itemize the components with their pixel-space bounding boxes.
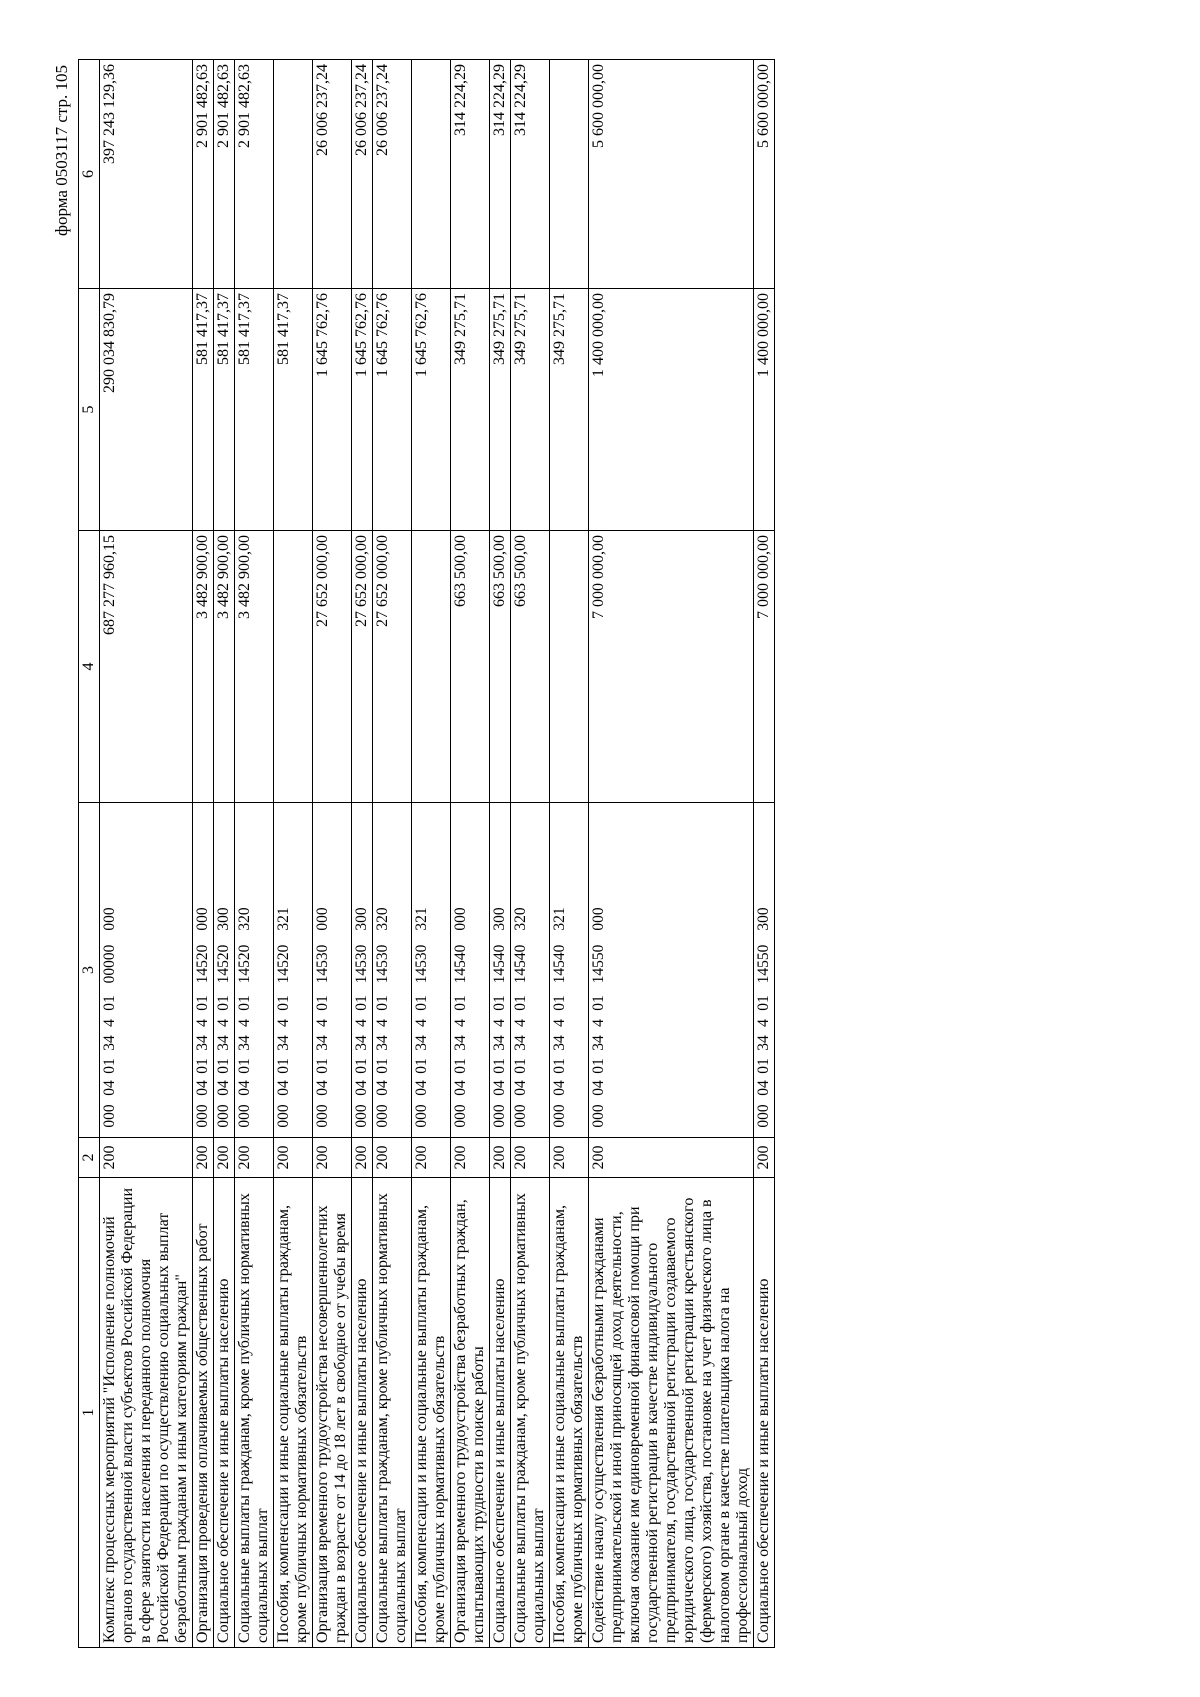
code-part: 01 <box>236 1058 253 1074</box>
unexecuted-amount: 5 600 000,00 <box>589 60 754 289</box>
approved-amount: 687 277 960,15 <box>100 531 193 803</box>
executed-amount: 1 400 000,00 <box>589 289 754 531</box>
code-part: 01 <box>275 1058 292 1074</box>
code-part: 4 <box>194 1019 211 1027</box>
row-line-code: 200 <box>313 1138 352 1178</box>
code-part: 320 <box>512 907 529 931</box>
approved-amount: 27 652 000,00 <box>373 531 412 803</box>
code-part: 04 <box>755 1080 772 1096</box>
code-part: 01 <box>512 995 529 1011</box>
code-part: 01 <box>491 995 508 1011</box>
table-row <box>451 60 490 1648</box>
classification-code <box>490 803 511 1138</box>
code-part: 34 <box>236 1035 253 1051</box>
code-part: 01 <box>275 995 292 1011</box>
row-line-code: 200 <box>214 1138 235 1178</box>
table-row <box>412 60 451 1648</box>
code-part: 01 <box>374 1058 391 1074</box>
code-part: 14550 <box>590 944 607 984</box>
unexecuted-amount: 2 901 482,63 <box>214 60 235 289</box>
row-name: Социальное обеспечение и иные выплаты населению <box>490 1178 511 1648</box>
code-part: 01 <box>452 995 469 1011</box>
code-part: 4 <box>215 1019 232 1027</box>
code-part: 04 <box>413 1080 430 1096</box>
executed-amount: 1 645 762,76 <box>373 289 412 531</box>
classification-code <box>589 803 754 1138</box>
classification-code <box>550 803 589 1138</box>
executed-amount: 1 400 000,00 <box>754 289 775 531</box>
code-part: 000 <box>275 1104 292 1128</box>
code-part: 321 <box>413 907 430 931</box>
code-part: 000 <box>452 1104 469 1128</box>
code-part: 01 <box>194 995 211 1011</box>
code-part: 34 <box>512 1035 529 1051</box>
code-part: 000 <box>314 1104 331 1128</box>
code-part: 04 <box>194 1080 211 1096</box>
code-part: 14530 <box>374 944 391 984</box>
approved-amount: 663 500,00 <box>511 531 550 803</box>
executed-amount: 1 645 762,76 <box>412 289 451 531</box>
row-line-code: 200 <box>412 1138 451 1178</box>
code-part: 04 <box>314 1080 331 1096</box>
code-part: 01 <box>101 1058 118 1074</box>
approved-amount: 27 652 000,00 <box>313 531 352 803</box>
table-row <box>373 60 412 1648</box>
code-part: 01 <box>314 995 331 1011</box>
row-name: Социальное обеспечение и иные выплаты населению <box>754 1178 775 1648</box>
code-part: 000 <box>101 907 118 931</box>
unexecuted-amount <box>412 60 451 289</box>
row-name: Социальные выплаты гражданам, кроме публичных нормативных социальных выплат <box>373 1178 412 1648</box>
approved-amount: 663 500,00 <box>451 531 490 803</box>
code-part: 14530 <box>353 944 370 984</box>
unexecuted-amount: 26 006 237,24 <box>373 60 412 289</box>
code-part: 34 <box>275 1035 292 1051</box>
table-row <box>100 60 193 1648</box>
code-part: 01 <box>452 1058 469 1074</box>
code-part: 14530 <box>314 944 331 984</box>
code-part: 000 <box>101 1104 118 1128</box>
code-part: 04 <box>551 1080 568 1096</box>
row-name: Организация временного трудоустройства безработных граждан, испытывающих трудности в поиске работы <box>451 1178 490 1648</box>
code-part: 34 <box>551 1035 568 1051</box>
code-part: 4 <box>755 1019 772 1027</box>
code-part: 4 <box>314 1019 331 1027</box>
code-part: 14530 <box>413 944 430 984</box>
unexecuted-amount: 26 006 237,24 <box>313 60 352 289</box>
table-row <box>550 60 589 1648</box>
code-part: 01 <box>413 1058 430 1074</box>
unexecuted-amount: 314 224,29 <box>451 60 490 289</box>
code-part: 34 <box>194 1035 211 1051</box>
code-part: 000 <box>194 907 211 931</box>
code-part: 4 <box>512 1019 529 1027</box>
row-line-code: 200 <box>451 1138 490 1178</box>
executed-amount: 581 417,37 <box>274 289 313 531</box>
code-part: 4 <box>374 1019 391 1027</box>
row-name: Пособия, компенсации и иные социальные выплаты гражданам, кроме публичных нормативных обязательств <box>274 1178 313 1648</box>
code-part: 300 <box>215 907 232 931</box>
code-part: 34 <box>101 1035 118 1051</box>
row-name: Содействие началу осуществления безработными гражданами предпринимательской и иной приносящей доход деятельности, включая оказание им единовременной финансовой помощи при государственной регистрации в качестве индивидуального предпринимателя, государственной регистрации создаваемого юридического лица, государственной регистрации крестьянского (фермерского) хозяйства, постановке на учет физического лица в налоговом органе в качестве плательщика налога на профессиональный доход <box>589 1178 754 1648</box>
row-line-code: 200 <box>373 1138 412 1178</box>
code-part: 34 <box>590 1035 607 1051</box>
code-part: 000 <box>590 1104 607 1128</box>
code-part: 4 <box>275 1019 292 1027</box>
unexecuted-amount: 5 600 000,00 <box>754 60 775 289</box>
code-part: 14540 <box>551 944 568 984</box>
classification-code <box>100 803 193 1138</box>
executed-amount: 349 275,71 <box>550 289 589 531</box>
code-part: 01 <box>590 995 607 1011</box>
table-row <box>511 60 550 1648</box>
approved-amount: 3 482 900,00 <box>235 531 274 803</box>
classification-code <box>451 803 490 1138</box>
code-part: 34 <box>215 1035 232 1051</box>
code-part: 01 <box>101 995 118 1011</box>
code-part: 04 <box>512 1080 529 1096</box>
code-part: 000 <box>512 1104 529 1128</box>
table-body <box>100 60 775 1648</box>
code-part: 01 <box>512 1058 529 1074</box>
code-part: 01 <box>755 995 772 1011</box>
code-part: 34 <box>491 1035 508 1051</box>
code-part: 14520 <box>236 944 253 984</box>
code-part: 300 <box>491 907 508 931</box>
row-name: Пособия, компенсации и иные социальные выплаты гражданам, кроме публичных нормативных обязательств <box>412 1178 451 1648</box>
column-number: 4 <box>79 531 100 803</box>
code-part: 01 <box>236 995 253 1011</box>
column-number: 6 <box>79 60 100 289</box>
code-part: 34 <box>374 1035 391 1051</box>
code-part: 34 <box>314 1035 331 1051</box>
code-part: 01 <box>491 1058 508 1074</box>
approved-amount: 3 482 900,00 <box>193 531 214 803</box>
executed-amount: 581 417,37 <box>193 289 214 531</box>
code-part: 000 <box>452 907 469 931</box>
row-name: Социальные выплаты гражданам, кроме публичных нормативных социальных выплат <box>235 1178 274 1648</box>
code-part: 14520 <box>194 944 211 984</box>
code-part: 000 <box>590 907 607 931</box>
column-number: 3 <box>79 803 100 1138</box>
unexecuted-amount: 26 006 237,24 <box>352 60 373 289</box>
row-line-code: 200 <box>511 1138 550 1178</box>
approved-amount: 7 000 000,00 <box>754 531 775 803</box>
code-part: 04 <box>215 1080 232 1096</box>
classification-code <box>235 803 274 1138</box>
unexecuted-amount: 314 224,29 <box>511 60 550 289</box>
code-part: 01 <box>215 1058 232 1074</box>
table-row <box>754 60 775 1648</box>
row-name: Организация проведения оплачиваемых общественных работ <box>193 1178 214 1648</box>
executed-amount: 1 645 762,76 <box>352 289 373 531</box>
table-row <box>313 60 352 1648</box>
code-part: 01 <box>551 995 568 1011</box>
approved-amount <box>550 531 589 803</box>
code-part: 01 <box>374 995 391 1011</box>
row-name: Социальное обеспечение и иные выплаты населению <box>352 1178 373 1648</box>
code-part: 000 <box>236 1104 253 1128</box>
row-line-code: 200 <box>274 1138 313 1178</box>
code-part: 14520 <box>215 944 232 984</box>
row-line-code: 200 <box>754 1138 775 1178</box>
unexecuted-amount <box>550 60 589 289</box>
code-part: 4 <box>590 1019 607 1027</box>
classification-code <box>412 803 451 1138</box>
approved-amount <box>274 531 313 803</box>
code-part: 04 <box>590 1080 607 1096</box>
table-row <box>352 60 373 1648</box>
approved-amount: 7 000 000,00 <box>589 531 754 803</box>
classification-code <box>214 803 235 1138</box>
row-line-code: 200 <box>490 1138 511 1178</box>
column-number-row <box>79 60 100 1648</box>
code-part: 4 <box>452 1019 469 1027</box>
row-name: Пособия, компенсации и иные социальные выплаты гражданам, кроме публичных нормативных обязательств <box>550 1178 589 1648</box>
code-part: 000 <box>374 1104 391 1128</box>
code-part: 34 <box>353 1035 370 1051</box>
code-part: 01 <box>590 1058 607 1074</box>
table-row <box>214 60 235 1648</box>
code-part: 000 <box>491 1104 508 1128</box>
code-part: 4 <box>491 1019 508 1027</box>
executed-amount: 581 417,37 <box>235 289 274 531</box>
approved-amount: 663 500,00 <box>490 531 511 803</box>
code-part: 01 <box>413 995 430 1011</box>
code-part: 000 <box>353 1104 370 1128</box>
code-part: 34 <box>755 1035 772 1051</box>
code-part: 321 <box>275 907 292 931</box>
row-name: Социальные выплаты гражданам, кроме публичных нормативных социальных выплат <box>511 1178 550 1648</box>
code-part: 000 <box>413 1104 430 1128</box>
code-part: 04 <box>101 1080 118 1096</box>
classification-code <box>274 803 313 1138</box>
unexecuted-amount: 2 901 482,63 <box>235 60 274 289</box>
executed-amount: 349 275,71 <box>490 289 511 531</box>
code-part: 04 <box>374 1080 391 1096</box>
executed-amount: 581 417,37 <box>214 289 235 531</box>
approved-amount: 27 652 000,00 <box>352 531 373 803</box>
code-part: 4 <box>413 1019 430 1027</box>
column-number: 1 <box>79 1178 100 1648</box>
row-line-code: 200 <box>550 1138 589 1178</box>
code-part: 04 <box>275 1080 292 1096</box>
table-row <box>589 60 754 1648</box>
row-line-code: 200 <box>193 1138 214 1178</box>
row-line-code: 200 <box>100 1138 193 1178</box>
approved-amount: 3 482 900,00 <box>214 531 235 803</box>
classification-code <box>313 803 352 1138</box>
row-name: Организация временного трудоустройства несовершеннолетних граждан в возрасте от 14 до 18 лет в свободное от учебы время <box>313 1178 352 1648</box>
classification-code <box>352 803 373 1138</box>
code-part: 01 <box>551 1058 568 1074</box>
code-part: 04 <box>491 1080 508 1096</box>
table-row <box>193 60 214 1648</box>
code-part: 4 <box>236 1019 253 1027</box>
code-part: 000 <box>314 907 331 931</box>
executed-amount: 349 275,71 <box>451 289 490 531</box>
code-part: 321 <box>551 907 568 931</box>
code-part: 14520 <box>275 944 292 984</box>
unexecuted-amount <box>274 60 313 289</box>
row-line-code: 200 <box>352 1138 373 1178</box>
column-number: 2 <box>79 1138 100 1178</box>
classification-code <box>373 803 412 1138</box>
row-name: Комплекс процессных мероприятий "Исполнение полномочий органов государственной власти субъектов Российской Федерации в сфере занятости населения и переданного полномочия Российской Федерации по осуществлению социальных выплат безработным гражданам и иным категориям граждан" <box>100 1178 193 1648</box>
row-line-code: 200 <box>235 1138 274 1178</box>
code-part: 01 <box>314 1058 331 1074</box>
code-part: 34 <box>413 1035 430 1051</box>
code-part: 14540 <box>491 944 508 984</box>
executed-amount: 1 645 762,76 <box>313 289 352 531</box>
row-line-code: 200 <box>589 1138 754 1178</box>
executed-amount: 290 034 830,79 <box>100 289 193 531</box>
code-part: 000 <box>215 1104 232 1128</box>
table-row <box>274 60 313 1648</box>
classification-code <box>511 803 550 1138</box>
code-part: 320 <box>236 907 253 931</box>
code-part: 000 <box>551 1104 568 1128</box>
table-row <box>235 60 274 1648</box>
code-part: 4 <box>551 1019 568 1027</box>
row-name: Социальное обеспечение и иные выплаты населению <box>214 1178 235 1648</box>
code-part: 34 <box>452 1035 469 1051</box>
code-part: 4 <box>353 1019 370 1027</box>
code-part: 04 <box>452 1080 469 1096</box>
form-label: форма 0503117 стр. 105 <box>52 65 71 236</box>
table-row <box>490 60 511 1648</box>
code-part: 320 <box>374 907 391 931</box>
code-part: 00000 <box>101 944 118 984</box>
code-part: 14550 <box>755 944 772 984</box>
approved-amount <box>412 531 451 803</box>
code-part: 000 <box>755 1104 772 1128</box>
code-part: 01 <box>194 1058 211 1074</box>
unexecuted-amount: 397 243 129,36 <box>100 60 193 289</box>
code-part: 01 <box>353 995 370 1011</box>
code-part: 01 <box>755 1058 772 1074</box>
classification-code <box>754 803 775 1138</box>
code-part: 300 <box>353 907 370 931</box>
unexecuted-amount: 314 224,29 <box>490 60 511 289</box>
executed-amount: 349 275,71 <box>511 289 550 531</box>
code-part: 300 <box>755 907 772 931</box>
classification-code <box>193 803 214 1138</box>
unexecuted-amount: 2 901 482,63 <box>193 60 214 289</box>
code-part: 14540 <box>512 944 529 984</box>
code-part: 04 <box>236 1080 253 1096</box>
code-part: 14540 <box>452 944 469 984</box>
code-part: 01 <box>353 1058 370 1074</box>
column-number: 5 <box>79 289 100 531</box>
code-part: 01 <box>215 995 232 1011</box>
code-part: 000 <box>194 1104 211 1128</box>
budget-table <box>78 59 775 1648</box>
code-part: 04 <box>353 1080 370 1096</box>
code-part: 4 <box>101 1019 118 1027</box>
